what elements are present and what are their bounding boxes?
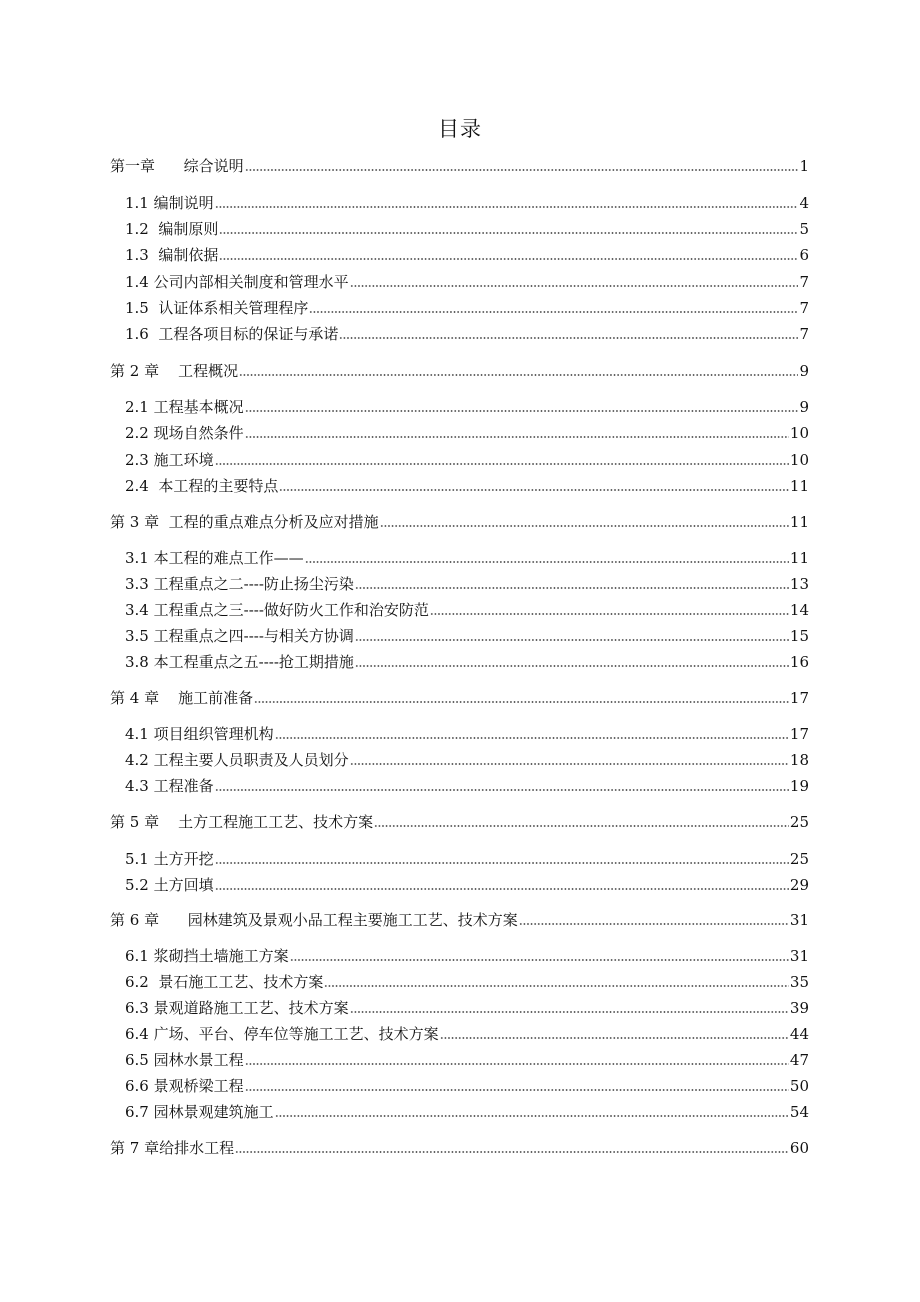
toc-page-number: 11 bbox=[789, 513, 809, 531]
toc-entry-label: 第 7 章给排水工程 bbox=[110, 1139, 235, 1157]
toc-entry-label: 4.1 项目组织管理机构 bbox=[125, 725, 274, 743]
toc-entry-2-1[interactable] bbox=[125, 393, 809, 417]
toc-entry-4-1[interactable] bbox=[125, 720, 809, 744]
toc-entry-label: 2.3 施工环境 bbox=[125, 451, 214, 469]
toc-entry-6-3[interactable] bbox=[125, 994, 809, 1018]
toc-entry-label: 1.3 编制依据 bbox=[125, 246, 219, 264]
toc-page-number: 44 bbox=[789, 1025, 809, 1043]
toc-entry-label: 4.3 工程准备 bbox=[125, 777, 214, 795]
toc-entry-3-5[interactable] bbox=[125, 622, 809, 646]
toc-leader-dots bbox=[219, 257, 798, 261]
toc-entry-label: 1.6 工程各项目标的保证与承诺 bbox=[125, 325, 339, 343]
toc-leader-dots bbox=[374, 824, 789, 828]
toc-page-number: 19 bbox=[789, 777, 809, 795]
toc-page-number: 18 bbox=[789, 751, 809, 769]
toc-page-number: 54 bbox=[789, 1103, 809, 1121]
toc-entry-label: 6.6 景观桥梁工程 bbox=[125, 1077, 244, 1095]
toc-leader-dots bbox=[275, 736, 789, 740]
toc-entry-label: 5.2 土方回填 bbox=[125, 876, 214, 894]
toc-page-number: 10 bbox=[789, 424, 809, 442]
toc-entry-chapter-2[interactable] bbox=[110, 357, 809, 381]
toc-entry-6-1[interactable] bbox=[125, 942, 809, 966]
toc-leader-dots bbox=[279, 488, 789, 492]
toc-leader-dots bbox=[440, 1036, 789, 1040]
toc-leader-dots bbox=[215, 861, 789, 865]
toc-entry-1-6[interactable] bbox=[125, 320, 809, 344]
toc-leader-dots bbox=[245, 435, 789, 439]
toc-page-number: 31 bbox=[789, 947, 809, 965]
toc-entry-label: 3.5 工程重点之四----与相关方协调 bbox=[125, 627, 354, 645]
toc-page-number: 29 bbox=[789, 876, 809, 894]
toc-leader-dots bbox=[219, 231, 798, 235]
toc-entry-1-1[interactable] bbox=[125, 189, 809, 213]
toc-page-number: 7 bbox=[799, 299, 809, 317]
toc-entry-5-2[interactable] bbox=[125, 871, 809, 895]
toc-leader-dots bbox=[245, 1088, 789, 1092]
toc-leader-dots bbox=[324, 984, 789, 988]
toc-entry-3-3[interactable] bbox=[125, 570, 809, 594]
toc-entry-label: 5.1 土方开挖 bbox=[125, 850, 214, 868]
toc-leader-dots bbox=[430, 612, 789, 616]
toc-page-number: 14 bbox=[789, 601, 809, 619]
toc-leader-dots bbox=[239, 373, 798, 377]
toc-entry-label: 4.2 工程主要人员职责及人员划分 bbox=[125, 751, 349, 769]
toc-leader-dots bbox=[275, 1114, 789, 1118]
toc-entry-1-5[interactable] bbox=[125, 294, 809, 318]
toc-page-number: 1 bbox=[799, 157, 809, 175]
toc-entry-6-7[interactable] bbox=[125, 1098, 809, 1122]
toc-entry-chapter-3[interactable] bbox=[110, 508, 809, 532]
toc-entry-6-5[interactable] bbox=[125, 1046, 809, 1070]
toc-leader-dots bbox=[305, 560, 789, 564]
toc-entry-label: 6.2 景石施工工艺、技术方案 bbox=[125, 973, 324, 991]
toc-entry-label: 2.4 本工程的主要特点 bbox=[125, 477, 279, 495]
toc-entry-4-2[interactable] bbox=[125, 746, 809, 770]
toc-page-number: 10 bbox=[789, 451, 809, 469]
toc-leader-dots bbox=[380, 524, 789, 528]
toc-page-number: 13 bbox=[789, 575, 809, 593]
toc-leader-dots bbox=[215, 887, 789, 891]
toc-entry-5-1[interactable] bbox=[125, 845, 809, 869]
toc-page-number: 15 bbox=[789, 627, 809, 645]
toc-leader-dots bbox=[519, 922, 789, 926]
toc-title: 目录 bbox=[438, 117, 482, 141]
toc-page-number: 9 bbox=[799, 398, 809, 416]
toc-leader-dots bbox=[309, 310, 798, 314]
toc-page-number: 60 bbox=[789, 1139, 809, 1157]
toc-page-number: 7 bbox=[799, 273, 809, 291]
toc-leader-dots bbox=[350, 284, 799, 288]
toc-entry-label: 第 2 章 工程概况 bbox=[110, 362, 239, 380]
toc-page-number: 16 bbox=[789, 653, 809, 671]
toc-entry-2-4[interactable] bbox=[125, 472, 809, 496]
toc-entry-chapter-6[interactable] bbox=[110, 906, 809, 930]
toc-page-number: 31 bbox=[789, 911, 809, 929]
toc-entry-label: 6.5 园林水景工程 bbox=[125, 1051, 244, 1069]
toc-entry-label: 6.4 广场、平台、停车位等施工工艺、技术方案 bbox=[125, 1025, 439, 1043]
toc-page-number: 11 bbox=[789, 549, 809, 567]
toc-entry-label: 第 6 章 园林建筑及景观小品工程主要施工工艺、技术方案 bbox=[110, 911, 518, 929]
toc-leader-dots bbox=[355, 586, 789, 590]
toc-entry-6-2[interactable] bbox=[125, 968, 809, 992]
toc-page-number: 5 bbox=[799, 220, 809, 238]
toc-page-number: 4 bbox=[799, 194, 809, 212]
toc-page-number: 47 bbox=[789, 1051, 809, 1069]
toc-page-number: 25 bbox=[789, 813, 809, 831]
toc-entry-label: 第 5 章 土方工程施工工艺、技术方案 bbox=[110, 813, 374, 831]
toc-leader-dots bbox=[355, 638, 789, 642]
toc-entry-3-1[interactable] bbox=[125, 544, 809, 568]
toc-leader-dots bbox=[290, 958, 789, 962]
toc-entry-2-2[interactable] bbox=[125, 419, 809, 443]
toc-page-number: 7 bbox=[799, 325, 809, 343]
toc-page-number: 39 bbox=[789, 999, 809, 1017]
toc-entry-chapter-5[interactable] bbox=[110, 808, 809, 832]
toc-leader-dots bbox=[215, 462, 789, 466]
toc-entry-label: 3.1 本工程的难点工作—— bbox=[125, 549, 304, 567]
toc-entry-chapter-1[interactable] bbox=[110, 152, 809, 176]
toc-entry-label: 2.2 现场自然条件 bbox=[125, 424, 244, 442]
toc-leader-dots bbox=[235, 1150, 789, 1154]
toc-entry-2-3[interactable] bbox=[125, 446, 809, 470]
toc-leader-dots bbox=[215, 788, 789, 792]
toc-entry-label: 3.3 工程重点之二----防止扬尘污染 bbox=[125, 575, 354, 593]
toc-leader-dots bbox=[215, 205, 799, 209]
toc-page-number: 17 bbox=[789, 725, 809, 743]
toc-entry-label: 6.3 景观道路施工工艺、技术方案 bbox=[125, 999, 349, 1017]
toc-entry-label: 1.2 编制原则 bbox=[125, 220, 219, 238]
toc-leader-dots bbox=[254, 700, 789, 704]
toc-entry-1-3[interactable] bbox=[125, 241, 809, 265]
toc-leader-dots bbox=[350, 762, 789, 766]
toc-page-number: 17 bbox=[789, 689, 809, 707]
toc-entry-3-4[interactable] bbox=[125, 596, 809, 620]
toc-entry-label: 第 4 章 施工前准备 bbox=[110, 689, 254, 707]
toc-leader-dots bbox=[245, 409, 799, 413]
toc-entry-4-3[interactable] bbox=[125, 772, 809, 796]
toc-leader-dots bbox=[350, 1010, 789, 1014]
toc-leader-dots bbox=[245, 1062, 789, 1066]
toc-entry-label: 1.4 公司内部相关制度和管理水平 bbox=[125, 273, 349, 291]
toc-entry-6-6[interactable] bbox=[125, 1072, 809, 1096]
toc-page-number: 35 bbox=[789, 973, 809, 991]
toc-entry-label: 1.1 编制说明 bbox=[125, 194, 214, 212]
toc-page-number: 6 bbox=[799, 246, 809, 264]
toc-entry-label: 2.1 工程基本概况 bbox=[125, 398, 244, 416]
toc-entry-label: 3.8 本工程重点之五----抢工期措施 bbox=[125, 653, 354, 671]
toc-entry-label: 6.1 浆砌挡土墙施工方案 bbox=[125, 947, 289, 965]
toc-page-number: 50 bbox=[789, 1077, 809, 1095]
toc-leader-dots bbox=[339, 336, 798, 340]
toc-page-number: 11 bbox=[789, 477, 809, 495]
toc-entry-label: 6.7 园林景观建筑施工 bbox=[125, 1103, 274, 1121]
toc-entry-1-4[interactable] bbox=[125, 268, 809, 292]
toc-entry-6-4[interactable] bbox=[125, 1020, 809, 1044]
toc-entry-label: 3.4 工程重点之三----做好防火工作和治安防范 bbox=[125, 601, 429, 619]
toc-entry-label: 第 3 章 工程的重点难点分析及应对措施 bbox=[110, 513, 379, 531]
toc-leader-dots bbox=[245, 168, 799, 172]
toc-page-number: 25 bbox=[789, 850, 809, 868]
toc-entry-3-8[interactable] bbox=[125, 648, 809, 672]
toc-entry-chapter-7[interactable] bbox=[110, 1134, 809, 1158]
toc-entry-label: 1.5 认证体系相关管理程序 bbox=[125, 299, 309, 317]
toc-entry-chapter-4[interactable] bbox=[110, 684, 809, 708]
toc-entry-label: 第一章 综合说明 bbox=[110, 157, 244, 175]
toc-leader-dots bbox=[355, 664, 789, 668]
toc-entry-1-2[interactable] bbox=[125, 215, 809, 239]
toc-page-number: 9 bbox=[799, 362, 809, 380]
